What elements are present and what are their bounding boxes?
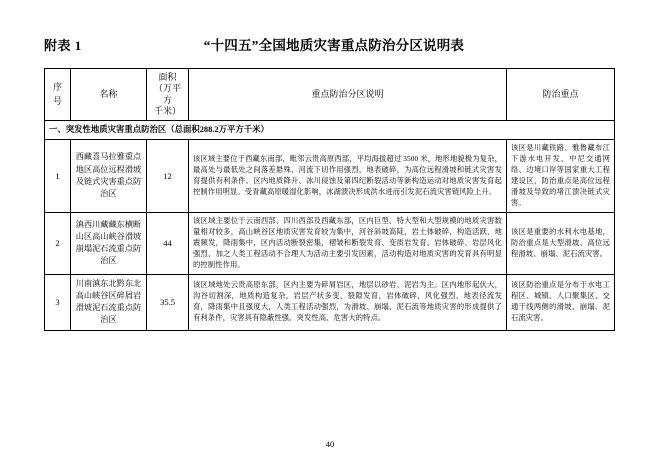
column-header-focus: 防治重点: [507, 69, 615, 121]
row-focus: 该区是重要的水利水电基地，防治重点是大型滑坡、高位远程滑坡、崩塌、泥石流灾害。: [507, 212, 615, 274]
row-area: 35.5: [147, 274, 189, 330]
row-name: 川南滇东北黔东北高山峡谷区碎屑岩滑坡泥石流重点防治区: [71, 274, 147, 330]
row-description: 该区域地处云贵高原东部，区内主要为碎屑岩区，地层以砂岩、泥岩为主。区内地形起伏大，沟谷切割深，地质构造复杂，岩层产状多变，裂隙发育，岩体破碎，风化强烈，地表径流发育，降雨集中且强度大，人类工程活动强烈，为滑坡、崩塌、泥石流等地质灾害的形成提供了有利条件，灾害具有隐蔽性强、突发性高、危害大的特点。: [189, 274, 507, 330]
section-header-row: [45, 121, 615, 140]
row-description: 该区域主要位于西藏东南部，毗邻云贵高原西部，平均海拔超过 3500 米，地形地貌极为复杂，最高处与最低处之间落差悬殊，河流下切作用强烈，地表破碎，为高位远程滑坡和链式灾害发育提供有利条件。区内地质降升、冰川侵蚀及第四纪断裂活动等新构造运动对地质灾害发育起控制作用明显。受青藏高原暖湿化影响，冰湖溃决形成洪水进而引发泥石流灾害链风险上升。: [189, 140, 507, 213]
table-header: [45, 69, 615, 121]
table-body: [45, 121, 615, 331]
row-name: 滇西川藏藏东横断山区高山峡谷滑坡崩塌泥石流重点防治区: [71, 212, 147, 274]
row-number: 2: [45, 212, 71, 274]
table-row: [45, 274, 615, 330]
table-row: [45, 212, 615, 274]
row-description: 该区域主要位于云南西部、四川西部及西藏东部，区内巨型、特大型和大型规模的地质灾害数量相对较多，高山峡谷区地质灾害发育较为集中，河谷斜坡高陡，岩土体破碎，构造活跃，地震频发，降雨集中，区内活动断裂密集，褶皱和断裂发育、变质岩发育、岩体破碎、岩层风化强烈，加之人类工程活动不合理人为活动主要引发因素，活动构造对地质灾害的发育具有明显的控制性作用。: [189, 212, 507, 274]
geohazard-prevention-table: [44, 68, 615, 331]
row-number: 1: [45, 140, 71, 213]
row-name: 西藏喜马拉雅重点地区高位远程滑坡及链式灾害重点防治区: [71, 140, 147, 213]
column-header-area-line1: 面积: [158, 72, 177, 82]
document-header: [44, 34, 616, 54]
section-title: 一、突发性地质灾害重点防治区（总面积288.2万平方千米）: [45, 121, 615, 140]
row-number: 3: [45, 274, 71, 330]
column-header-desc: 重点防治分区说明: [189, 69, 507, 121]
row-focus: 该区防治重点是分布于水电工程区、城镇、人口聚集区、交通干线两侧的滑坡、崩塌、泥石流灾害。: [507, 274, 615, 330]
row-area: 44: [147, 212, 189, 274]
column-header-name: 名称: [71, 69, 147, 121]
row-focus: 该区是川藏铁路、雅鲁藏布江下游水电开发、中尼交通网络、边境口岸等国家重大工程建设区，防治重点是高位远程滑坡及导致的堵江溃决链式灾害。: [507, 140, 615, 213]
table-row: [45, 140, 615, 213]
column-header-num: 序号: [45, 69, 71, 121]
table-header-row: [45, 69, 615, 121]
column-header-area: [147, 69, 189, 121]
column-header-area-line2: （万平方: [153, 83, 181, 105]
page-title: “十四五”全国地质灾害重点防治分区说明表: [203, 38, 465, 53]
page-number: 40: [325, 439, 335, 449]
row-area: 12: [147, 140, 189, 213]
column-header-area-line3: 千米）: [153, 105, 181, 116]
appendix-label: 附表 1: [44, 38, 82, 53]
